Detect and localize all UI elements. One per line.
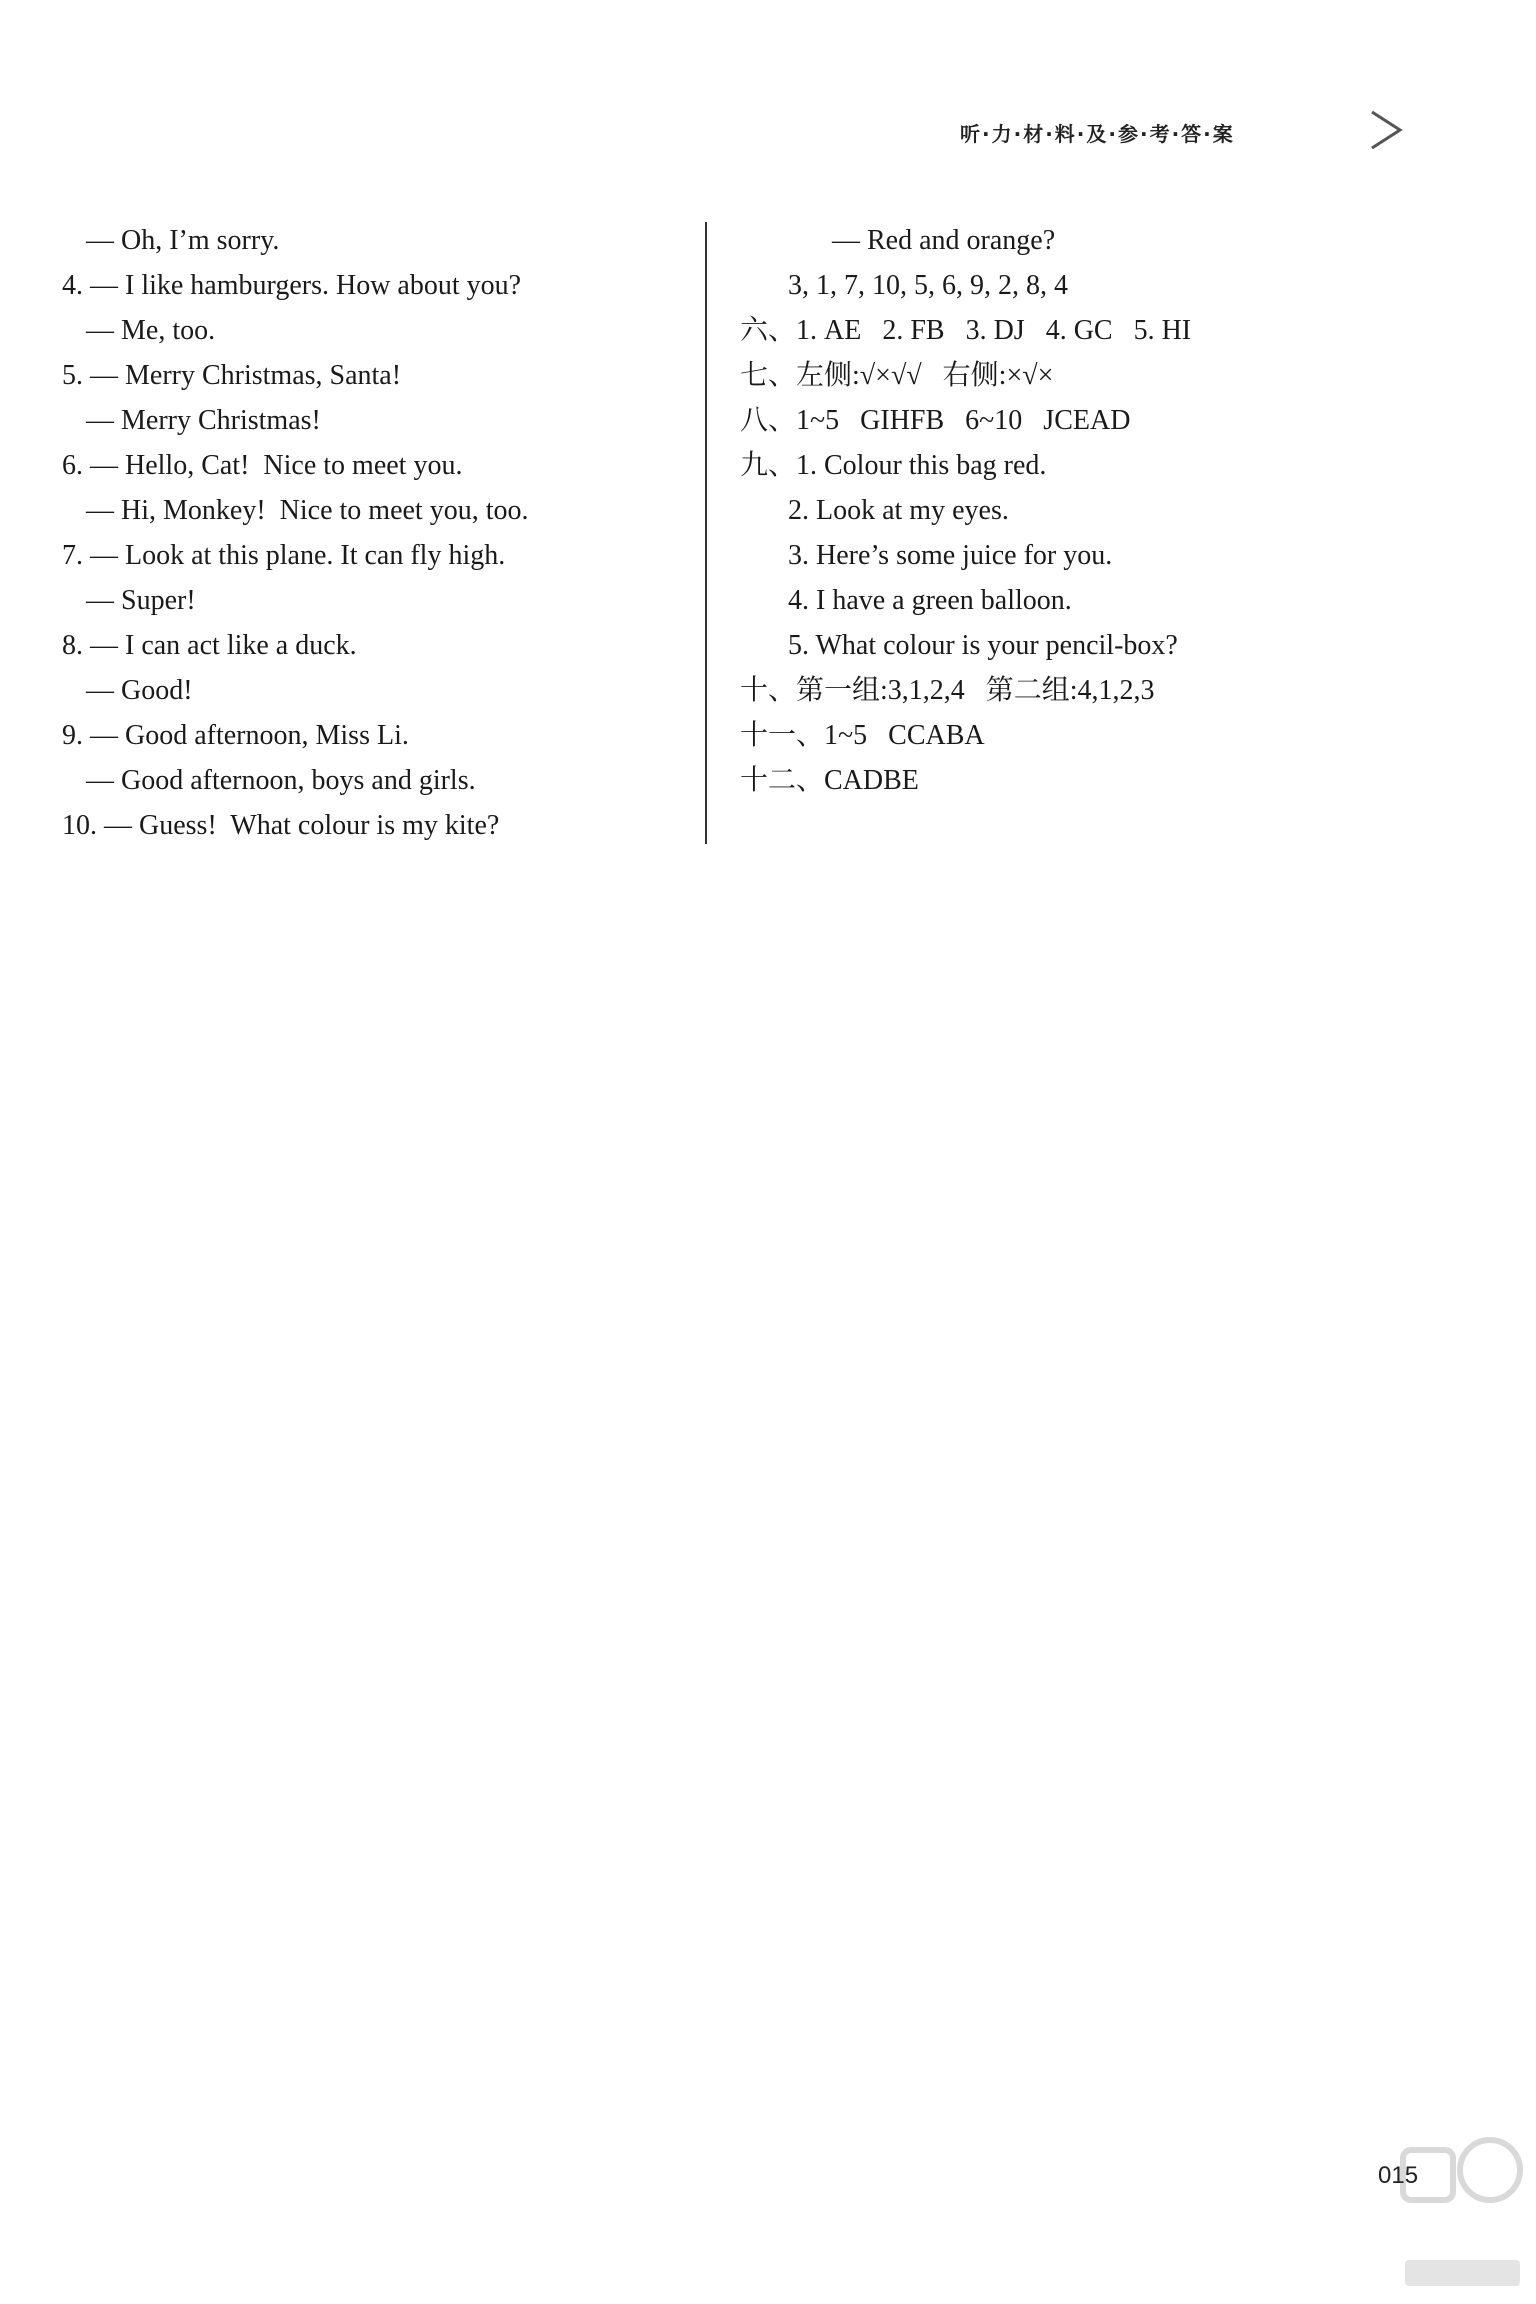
answer-line-12: 十二、CADBE [740,765,919,796]
text-line: 2. Look at my eyes. [788,495,1009,526]
text-line: 3, 1, 7, 10, 5, 6, 9, 2, 8, 4 [788,270,1068,301]
column-divider [705,222,707,844]
chevron-right-icon [1366,108,1406,152]
answer-line-11: 十一、1~5 CCABA [740,720,985,751]
left-column [62,218,702,848]
answer-line-9: 九、1. Colour this bag red. [740,450,1047,481]
text-line: — Oh, I’m sorry. [86,225,280,256]
text-line: 4. — I like hamburgers. How about you? [62,270,522,301]
text-line: 6. — Hello, Cat! Nice to meet you. [62,450,463,481]
answer-line-6: 六、1. AE 2. FB 3. DJ 4. GC 5. HI [740,315,1192,346]
text-line: — Me, too. [86,315,216,346]
page-number: 015 [1378,2162,1419,2189]
text-line: — Red and orange? [832,225,1056,256]
answer-line-7: 七、左侧:√×√√ 右侧:×√× [740,360,1054,391]
text-line: 3. Here’s some juice for you. [788,540,1113,571]
text-line: 9. — Good afternoon, Miss Li. [62,720,409,751]
text-line: 10. — Guess! What colour is my kite? [62,810,500,841]
answer-line-8: 八、1~5 GIHFB 6~10 JCEAD [740,405,1131,436]
text-line: — Merry Christmas! [86,405,321,436]
watermark-logo-icon [1395,2130,1525,2300]
text-line: — Super! [86,585,196,616]
running-header: 听·力·材·料·及·参·考·答·案 [960,122,1235,146]
text-line: 8. — I can act like a duck. [62,630,357,661]
answer-line-10: 十、第一组:3,1,2,4 第二组:4,1,2,3 [740,675,1155,706]
text-line: — Hi, Monkey! Nice to meet you, too. [86,495,529,526]
text-line: — Good! [86,675,193,706]
right-column [740,218,1440,803]
text-line: 5. — Merry Christmas, Santa! [62,360,402,391]
text-line: 4. I have a green balloon. [788,585,1072,616]
text-line: 7. — Look at this plane. It can fly high. [62,540,506,571]
text-line: 5. What colour is your pencil-box? [788,630,1178,661]
text-line: — Good afternoon, boys and girls. [86,765,476,796]
